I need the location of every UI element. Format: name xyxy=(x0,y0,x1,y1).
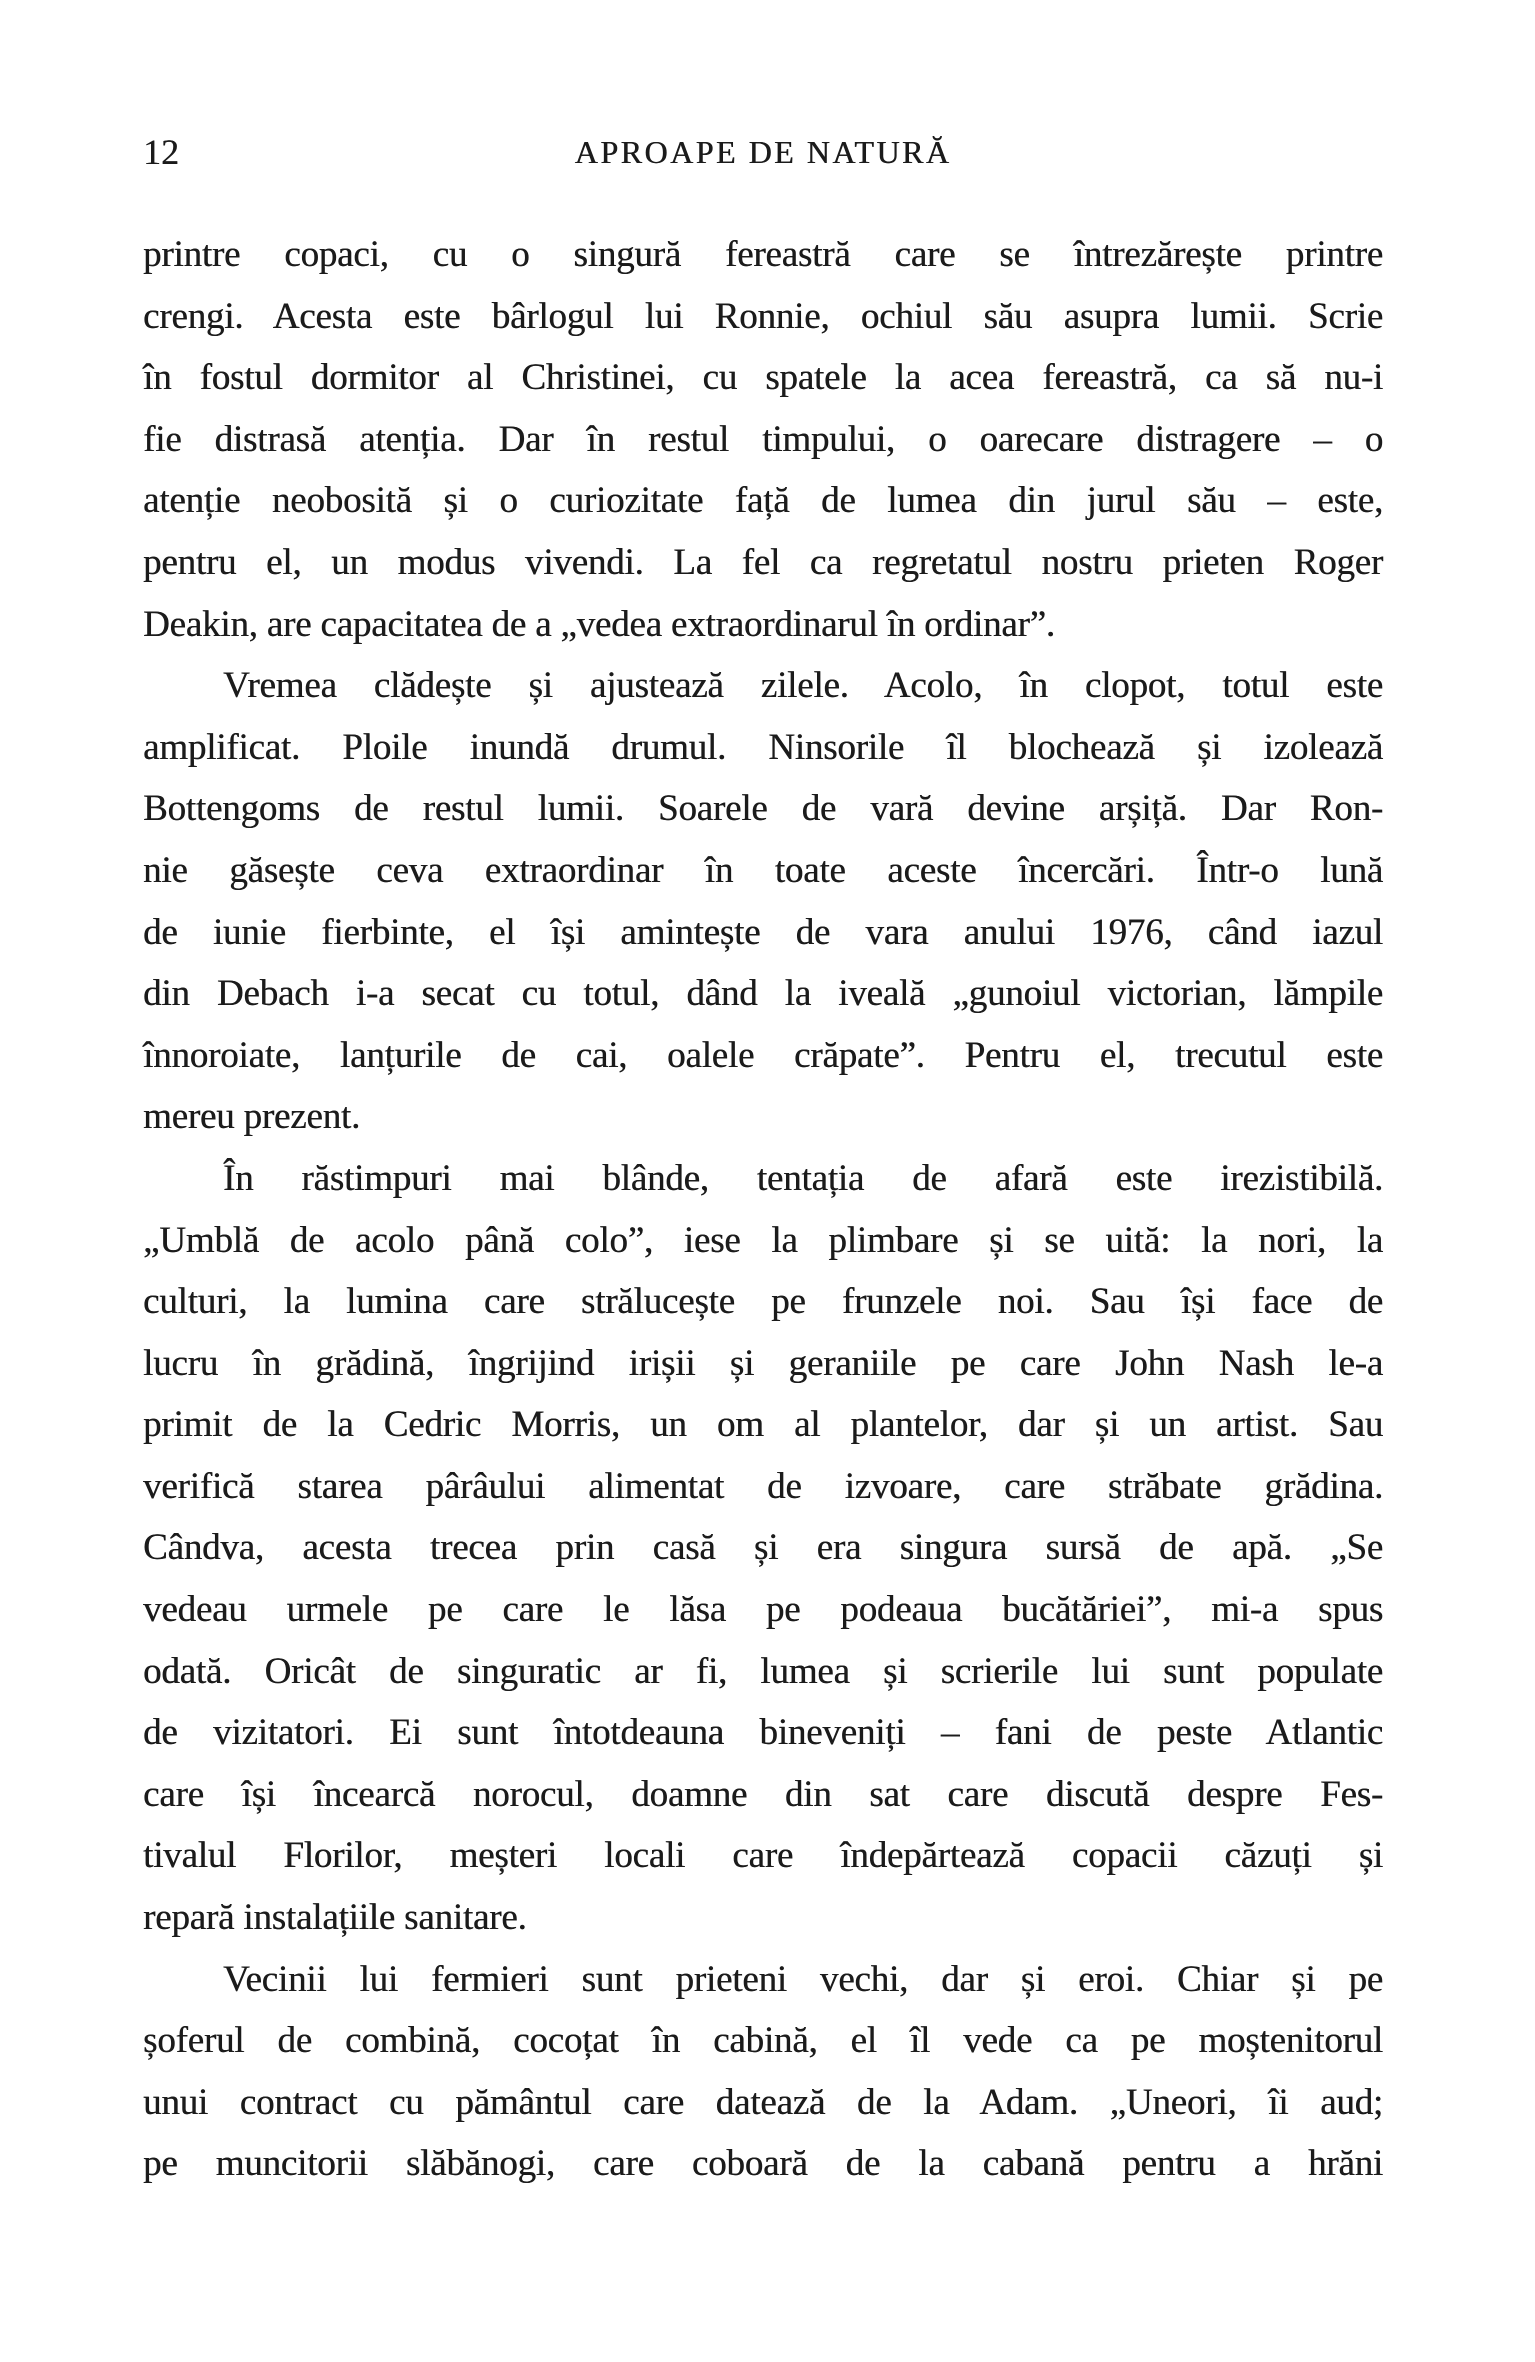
text-line: șoferul de combină, cocoțat în cabină, el îl vede ca pe moștenitorul xyxy=(143,2020,1383,2062)
text-line: Vremea clădește și ajustează zilele. Acolo, în clopot, totul este xyxy=(223,665,1383,707)
paragraph xyxy=(143,1148,1383,1949)
text-line: În răstimpuri mai blânde, tentația de afară este irezistibilă. xyxy=(223,1157,1383,1199)
text-line: de iunie fierbinte, el își amintește de vara anului 1976, când iazul xyxy=(143,911,1383,953)
text-line: primit de la Cedric Morris, un om al plantelor, dar și un artist. Sau xyxy=(143,1404,1383,1446)
text-line: printre copaci, cu o singură fereastră care se întrezărește printre xyxy=(143,234,1383,275)
text-line: Vecinii lui fermieri sunt prieteni vechi, dar și eroi. Chiar și pe xyxy=(223,1958,1383,2000)
text-line: pentru el, un modus vivendi. La fel ca regretatul nostru prieten Roger xyxy=(143,541,1383,583)
text-line: „Umblă de acolo până colo”, iese la plimbare și se uită: la nori, la xyxy=(143,1219,1383,1261)
paragraph xyxy=(143,1949,1383,2195)
text-line: fie distrasă atenția. Dar în restul timpului, o oarecare distragere – o xyxy=(143,418,1383,460)
body-text xyxy=(143,224,1383,2195)
text-line: Deakin, are capacitatea de a „vedea extraordinarul în ordinar”. xyxy=(143,603,1055,645)
paragraph xyxy=(143,224,1383,655)
text-line: tivalul Florilor, meșteri locali care îndepărtează copacii căzuți și xyxy=(143,1835,1383,1877)
page-number: 12 xyxy=(143,132,179,172)
text-line: amplificat. Ploile inundă drumul. Ninsorile îl blochează și izolează xyxy=(143,726,1383,768)
text-line: din Debach i-a secat cu totul, dând la iveală „gunoiul victorian, lămpile xyxy=(143,973,1383,1015)
text-line: culturi, la lumina care strălucește pe frunzele noi. Sau își face de xyxy=(143,1281,1383,1323)
text-line: verifică starea pârâului alimentat de izvoare, care străbate grădina. xyxy=(143,1465,1383,1507)
text-line: repară instalațiile sanitare. xyxy=(143,1897,527,1939)
text-line: în fostul dormitor al Christinei, cu spatele la acea fereastră, ca să nu-i xyxy=(143,357,1383,399)
running-head-title: APROAPE DE NATURĂ xyxy=(574,134,952,170)
text-line: mereu prezent. xyxy=(143,1096,361,1138)
text-line: nie găsește ceva extraordinar în toate aceste încercări. Într-o lună xyxy=(143,849,1383,891)
text-line: înnoroiate, lanțurile de cai, oalele crăpate”. Pentru el, trecutul este xyxy=(143,1034,1383,1076)
text-line: pe muncitorii slăbănogi, care coboară de la cabană pentru a hrăni xyxy=(143,2143,1383,2185)
text-line: unui contract cu pământul care datează de la Adam. „Uneori, îi aud; xyxy=(143,2081,1383,2123)
text-line: odată. Oricât de singuratic ar fi, lumea și scrierile lui sunt populate xyxy=(143,1650,1383,1692)
running-header xyxy=(143,130,1383,174)
text-line: de vizitatori. Ei sunt întotdeauna bineveniți – fani de peste Atlantic xyxy=(143,1712,1383,1754)
text-line: vedeau urmele pe care le lăsa pe podeaua bucătăriei”, mi-a spus xyxy=(143,1589,1383,1631)
text-line: care își încearcă norocul, doamne din sat care discută despre Fes- xyxy=(143,1773,1383,1815)
text-line: Cândva, acesta trecea prin casă și era singura sursă de apă. „Se xyxy=(143,1527,1383,1569)
text-line: lucru în grădină, îngrijind irișii și geraniile pe care John Nash le-a xyxy=(143,1342,1383,1384)
paragraph xyxy=(143,655,1383,1148)
text-line: crengi. Acesta este bârlogul lui Ronnie, ochiul său asupra lumii. Scrie xyxy=(143,295,1383,337)
text-line: Bottengoms de restul lumii. Soarele de vară devine arșiță. Dar Ron- xyxy=(143,788,1383,830)
text-line: atenție neobosită și o curiozitate față de lumea din jurul său – este, xyxy=(143,480,1383,522)
